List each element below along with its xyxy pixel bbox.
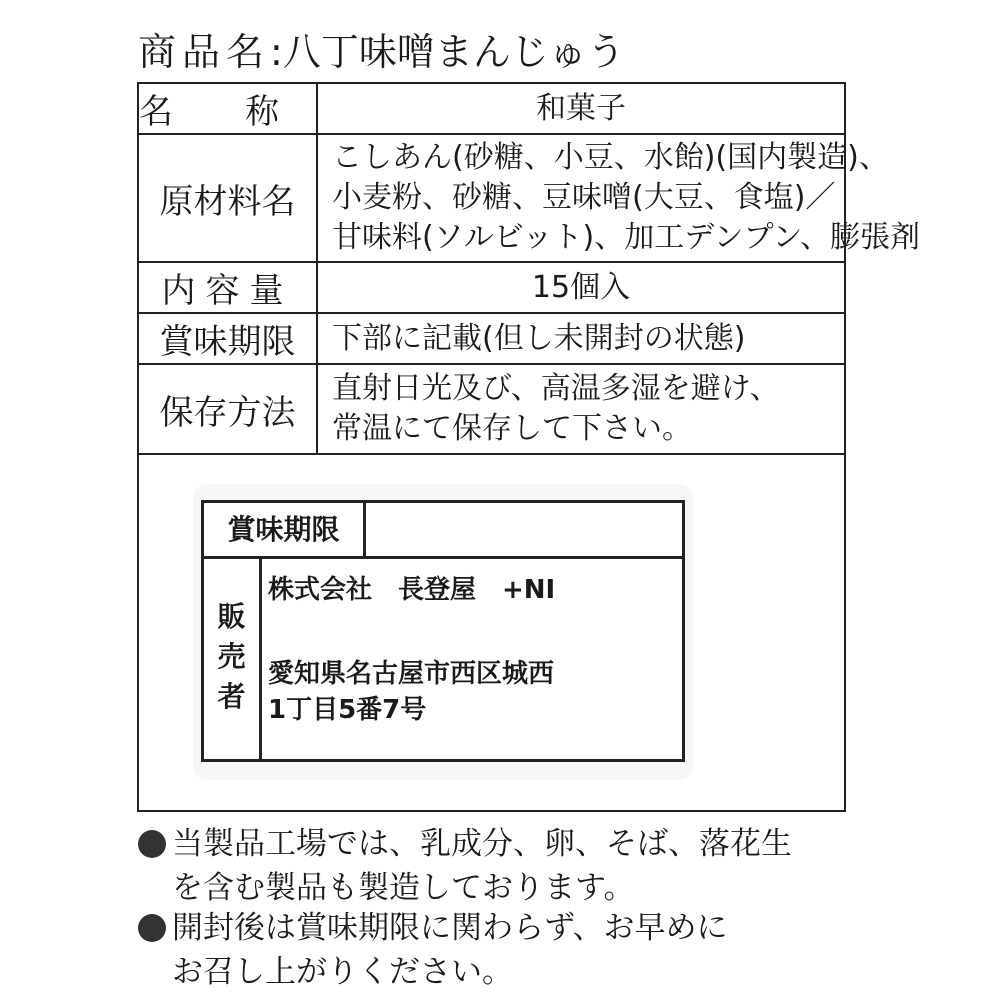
seller-char: 売 — [217, 640, 246, 673]
seller-char: 販 — [217, 600, 246, 633]
stamp-expiry-row — [204, 503, 682, 559]
stamp-address-line2: 1丁目5番7号 — [268, 695, 427, 725]
seller-char: 者 — [217, 680, 246, 713]
label-box — [137, 82, 921, 812]
note-line: お召し上がりください。 — [172, 954, 513, 990]
opening-note — [138, 906, 858, 994]
bullet-icon — [138, 830, 166, 858]
ingredients-line: こしあん(砂糖、小豆、水飴)(国内製造)、 — [332, 140, 889, 175]
storage-line: 常温にて保存して下さい。 — [332, 411, 692, 446]
row-key-ingredients: 原材料名 — [139, 134, 317, 262]
row-key-expiry: 賞味期限 — [139, 313, 317, 364]
row-value-expiry: 下部に記載(但し未開封の状態) — [317, 313, 844, 364]
stamp-seller-label — [204, 559, 262, 759]
colon: : — [270, 30, 283, 74]
stamp-address-line1: 愛知県名古屋市西区城西 — [268, 659, 555, 689]
spec-table — [139, 84, 921, 455]
table-row — [139, 84, 844, 134]
note-line: を含む製品も製造しております。 — [172, 870, 635, 906]
row-value-ingredients — [317, 134, 921, 262]
table-row — [139, 262, 844, 313]
allergen-note — [138, 822, 858, 910]
storage-line: 直射日光及び、高温多湿を避け、 — [332, 371, 780, 406]
row-value-quantity: 15個入 — [317, 262, 844, 313]
row-value-storage — [317, 364, 844, 454]
stamp-expiry-label: 賞味期限 — [204, 503, 366, 556]
row-value-name: 和菓子 — [317, 84, 844, 134]
product-name-heading — [138, 22, 858, 82]
product-name-label: 商品名 — [138, 30, 271, 74]
ingredients-line: 甘味料(ソルビット)、加工デンプン、膨張剤 — [332, 220, 921, 255]
ingredients-line: 小麦粉、砂糖、豆味噌(大豆、食塩)／ — [332, 180, 836, 215]
row-key-storage: 保存方法 — [139, 364, 317, 454]
row-key-quantity: 内容量 — [139, 262, 317, 313]
product-name-value: 八丁味噌まんじゅう — [282, 30, 625, 74]
table-row — [139, 313, 844, 364]
stamp-company: 株式会社 長登屋 +NI — [268, 575, 556, 605]
note-line: 開封後は賞味期限に関わらず、お早めに — [172, 910, 728, 946]
table-row — [139, 364, 844, 454]
seller-stamp — [193, 484, 693, 780]
row-key-name: 名称 — [139, 84, 317, 134]
table-row — [139, 134, 844, 262]
bullet-icon — [138, 914, 166, 942]
note-line: 当製品工場では、乳成分、卵、そば、落花生 — [172, 826, 792, 862]
seller-stamp-frame — [201, 500, 685, 762]
